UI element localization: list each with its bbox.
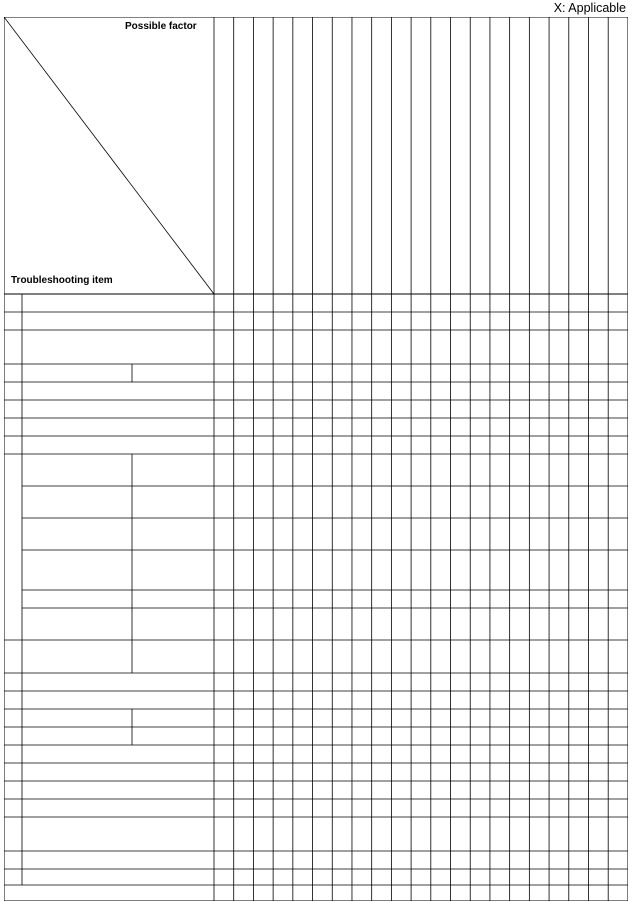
row-item [26,608,132,640]
row-item [26,486,132,518]
row-condition [135,727,212,745]
row-number [4,727,22,745]
row-number [4,709,22,727]
row-condition [135,550,212,590]
row-condition [135,454,212,486]
row-item [26,382,212,400]
troubleshooting-table [4,17,628,901]
row-number [4,364,22,382]
row-item [26,640,132,673]
row-number [4,294,22,312]
row-condition [135,486,212,518]
row-number [4,312,22,330]
row-number [4,382,22,400]
row-condition [135,640,212,673]
row-item [26,436,212,454]
header-troubleshooting-item: Troubleshooting item [11,275,113,286]
row-number [4,418,22,436]
row-condition [135,590,212,608]
row-number [4,400,22,418]
row-item [26,518,132,550]
row-item [26,673,212,691]
row-number [4,691,22,709]
row-number [4,763,22,781]
row-number [4,673,22,691]
row-number [4,799,22,817]
row-item [26,709,132,727]
row-number [4,817,22,851]
row-item [26,550,132,590]
row-item [26,763,212,781]
row-condition [135,709,212,727]
row-condition [135,518,212,550]
row-item [26,400,212,418]
row-item [26,691,212,709]
row-number [4,745,22,763]
row-item [26,799,212,817]
row-item [26,418,212,436]
row-item [26,869,212,885]
row-item [26,817,212,851]
header-possible-factor: Possible factor [125,21,197,32]
row-number [4,436,22,454]
row-item [26,364,132,382]
row-item [26,781,212,799]
row-item [26,330,212,364]
row-condition [135,608,212,640]
row-number [4,330,22,364]
row-number [4,454,22,640]
row-item [26,851,212,869]
row-item [26,745,212,763]
row-item [26,294,212,312]
legend: X: Applicable [553,1,626,15]
row-number [4,640,22,673]
row-item [26,312,212,330]
row-number [4,869,22,885]
row-number [4,851,22,869]
row-item [26,454,132,486]
row-item [26,727,132,745]
row-item [26,590,132,608]
row-number [4,781,22,799]
row-condition [135,364,212,382]
